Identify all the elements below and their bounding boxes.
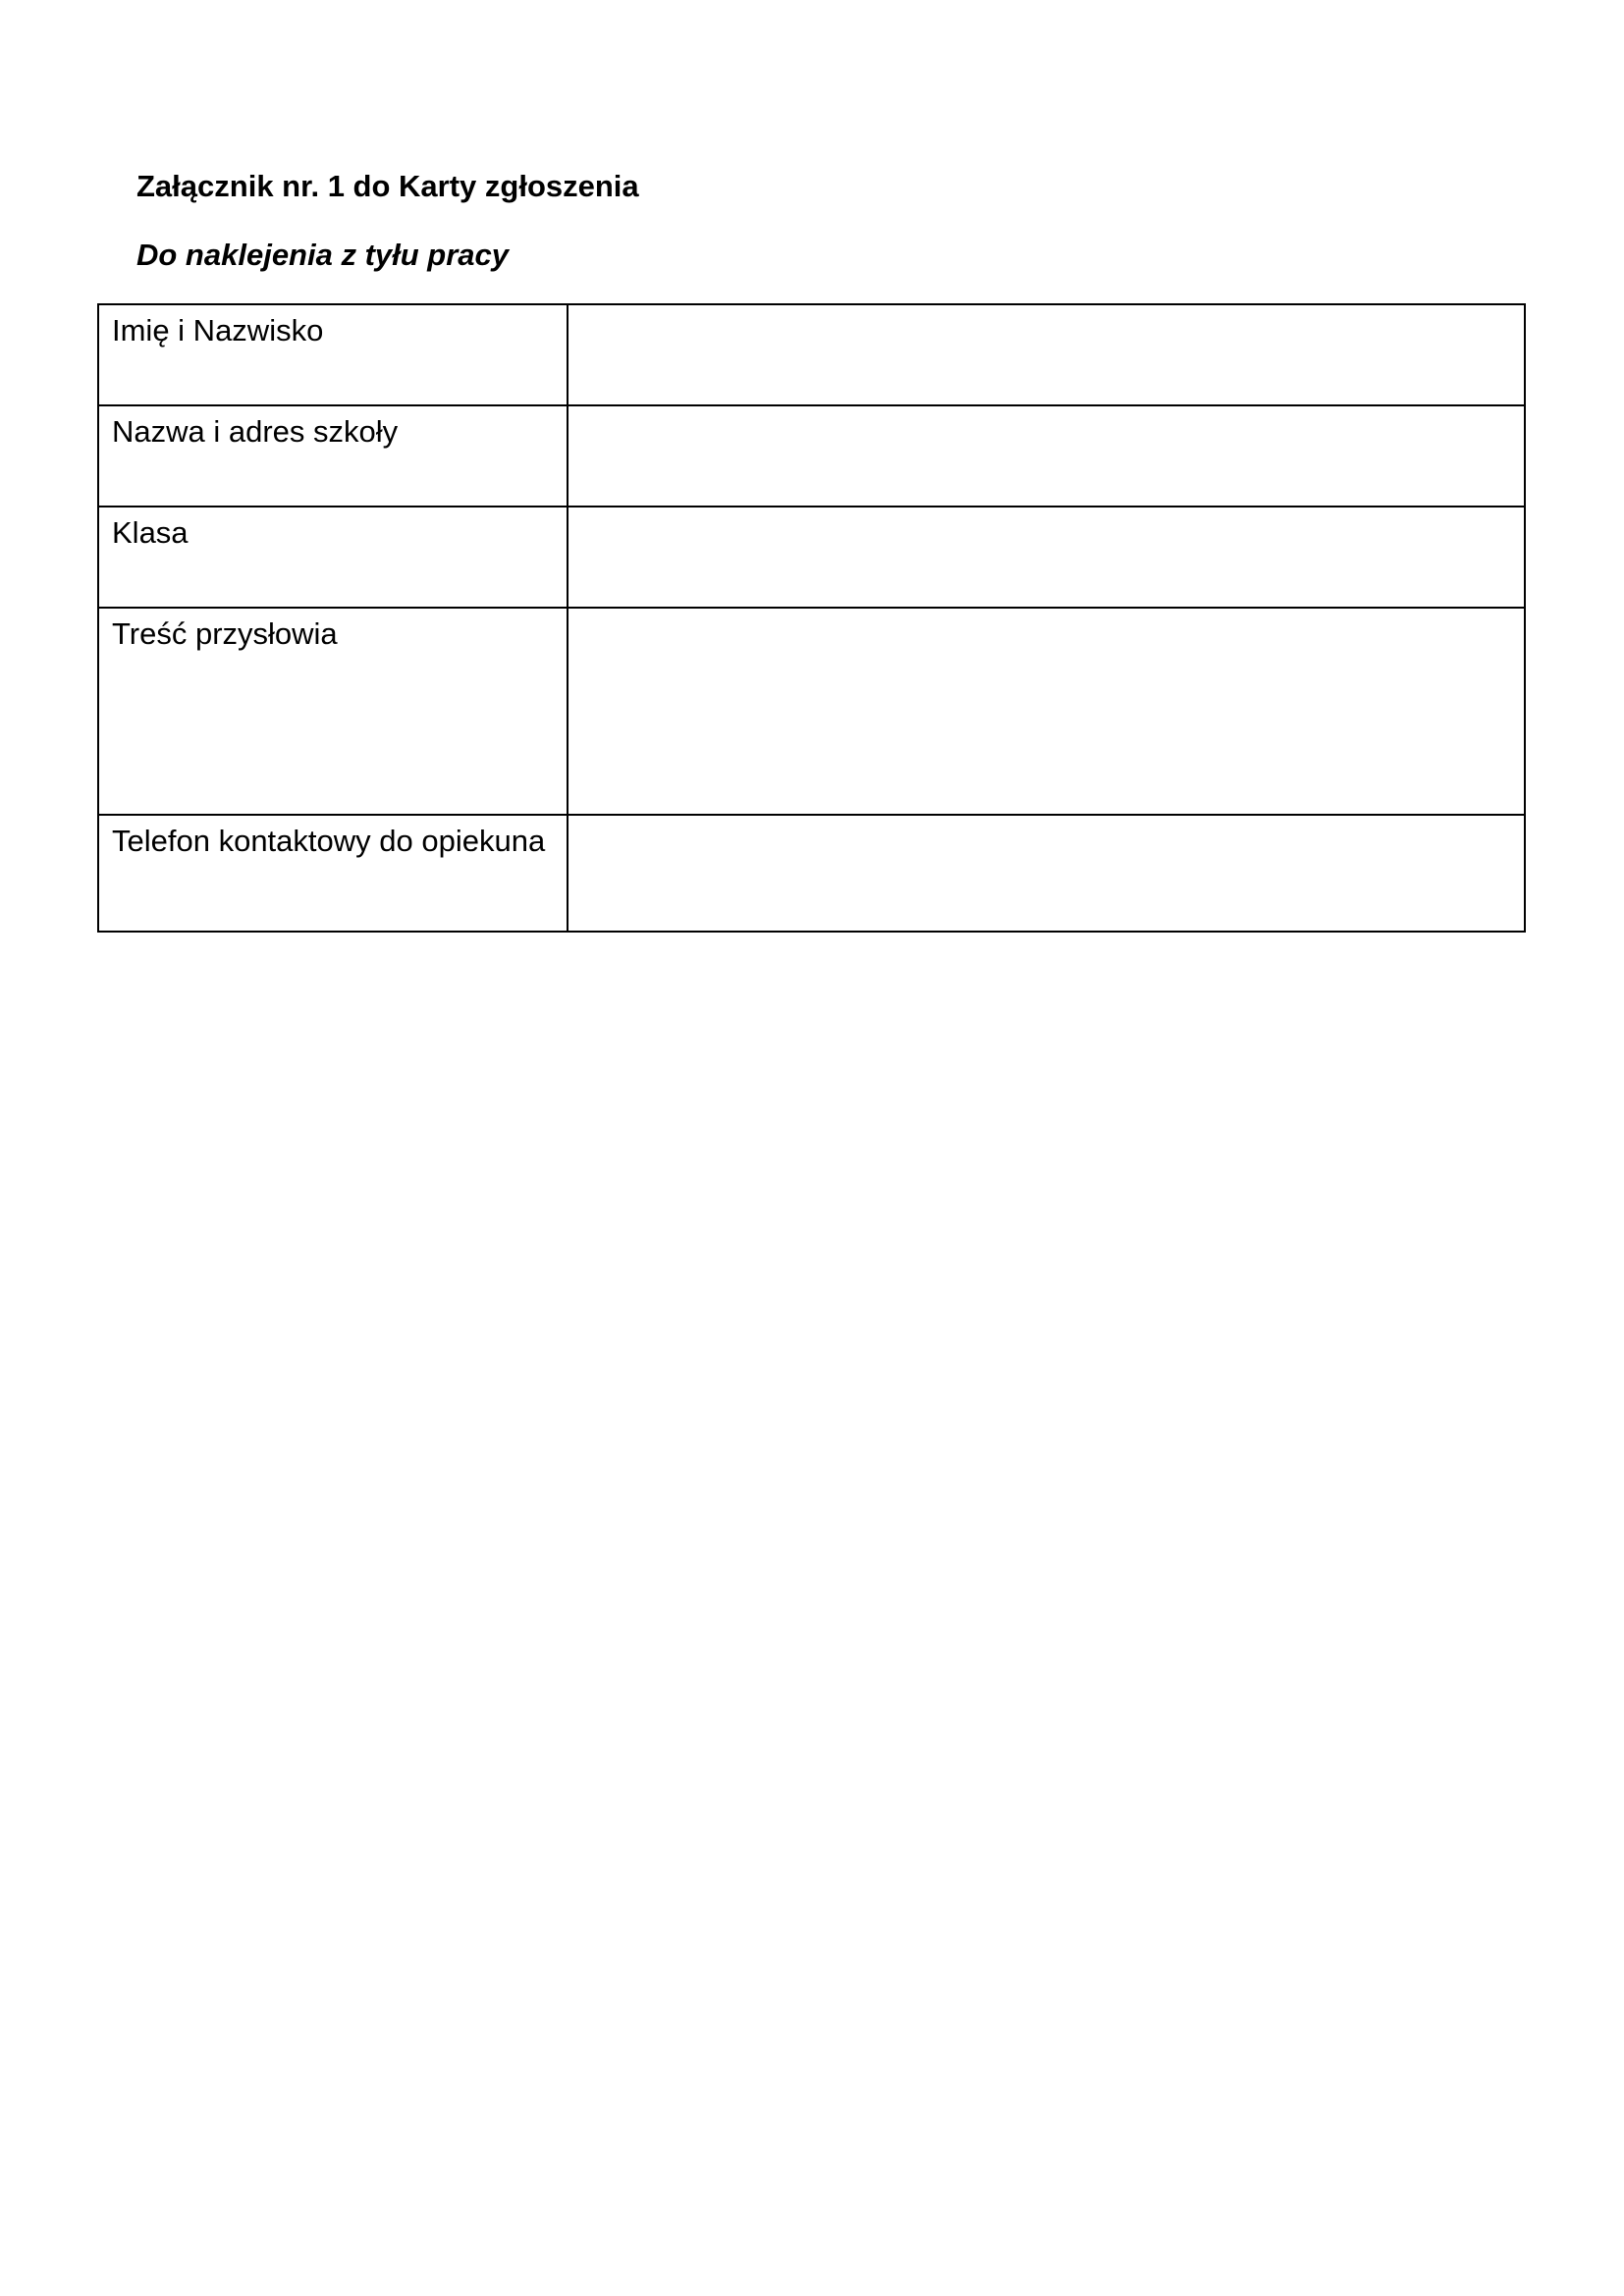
field-value-name[interactable] xyxy=(568,304,1525,405)
table-row xyxy=(98,507,1525,608)
field-label-name: Imię i Nazwisko xyxy=(98,304,568,405)
field-label-guardian-phone: Telefon kontaktowy do opiekuna xyxy=(98,815,568,932)
field-label-class: Klasa xyxy=(98,507,568,608)
document-subheading: Do naklejenia z tyłu pracy xyxy=(136,238,510,272)
field-value-guardian-phone[interactable] xyxy=(568,815,1525,932)
table-row xyxy=(98,304,1525,405)
field-value-class[interactable] xyxy=(568,507,1525,608)
form-table xyxy=(97,303,1526,933)
table-row xyxy=(98,405,1525,507)
document-heading: Załącznik nr. 1 do Karty zgłoszenia xyxy=(136,169,639,203)
field-value-proverb[interactable] xyxy=(568,608,1525,815)
field-value-school[interactable] xyxy=(568,405,1525,507)
field-label-school: Nazwa i adres szkoły xyxy=(98,405,568,507)
field-label-proverb: Treść przysłowia xyxy=(98,608,568,815)
table-row xyxy=(98,815,1525,932)
table-row xyxy=(98,608,1525,815)
